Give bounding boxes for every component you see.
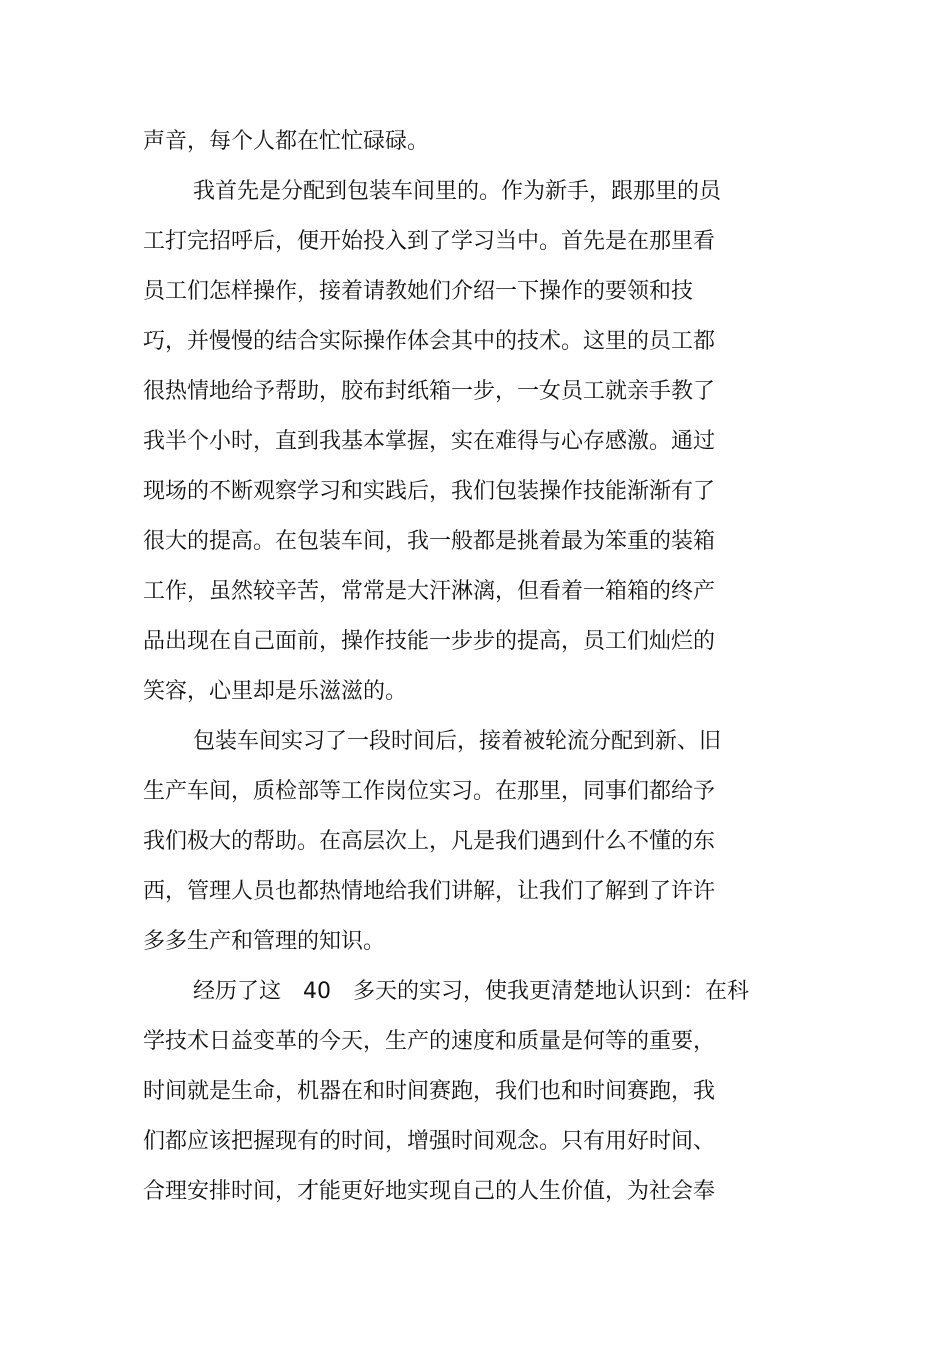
text-line: 工作，虽然较辛苦，常常是大汗淋漓，但看着一箱箱的终产 <box>143 579 716 604</box>
text-line: 多多生产和管理的知识。 <box>143 929 386 954</box>
paragraph-start-line: 经历了这 40 多天的实习，使我更清楚地认识到：在科 <box>193 979 749 1004</box>
text-line: 巧，并慢慢的结合实际操作体会其中的技术。这里的员工都 <box>143 329 716 354</box>
text-line: 学技术日益变革的今天，生产的速度和质量是何等的重要， <box>143 1029 716 1054</box>
text-line: 时间就是生命，机器在和时间赛跑，我们也和时间赛跑，我 <box>143 1079 716 1104</box>
text-line: 西，管理人员也都热情地给我们讲解，让我们了解到了许许 <box>143 879 716 904</box>
text-line: 品出现在自己面前，操作技能一步步的提高，员工们灿烂的 <box>143 629 716 654</box>
text-line: 我们极大的帮助。在高层次上，凡是我们遇到什么不懂的东 <box>143 829 716 854</box>
text-line: 现场的不断观察学习和实践后，我们包装操作技能渐渐有了 <box>143 479 716 504</box>
text-line: 员工们怎样操作，接着请教她们介绍一下操作的要领和技 <box>143 279 694 304</box>
text-line: 我半个小时，直到我基本掌握，实在难得与心存感激。通过 <box>143 429 716 454</box>
text-line: 们都应该把握现有的时间，增强时间观念。只有用好时间、 <box>143 1129 716 1154</box>
text-line: 生产车间，质检部等工作岗位实习。在那里，同事们都给予 <box>143 779 716 804</box>
text-line: 合理安排时间，才能更好地实现自己的人生价值，为社会奉 <box>143 1179 716 1204</box>
text-line: 笑容，心里却是乐滋滋的。 <box>143 679 408 704</box>
text-line: 工打完招呼后，便开始投入到了学习当中。首先是在那里看 <box>143 229 716 254</box>
paragraph-start-line: 包装车间实习了一段时间后，接着被轮流分配到新、旧 <box>193 729 722 754</box>
paragraph-start-line: 我首先是分配到包装车间里的。作为新手，跟那里的员 <box>193 179 722 204</box>
text-line: 声音，每个人都在忙忙碌碌。 <box>143 129 430 154</box>
text-line: 很大的提高。在包装车间，我一般都是挑着最为笨重的装箱 <box>143 529 716 554</box>
text-line: 很热情地给予帮助，胶布封纸箱一步，一女员工就亲手教了 <box>143 379 716 404</box>
